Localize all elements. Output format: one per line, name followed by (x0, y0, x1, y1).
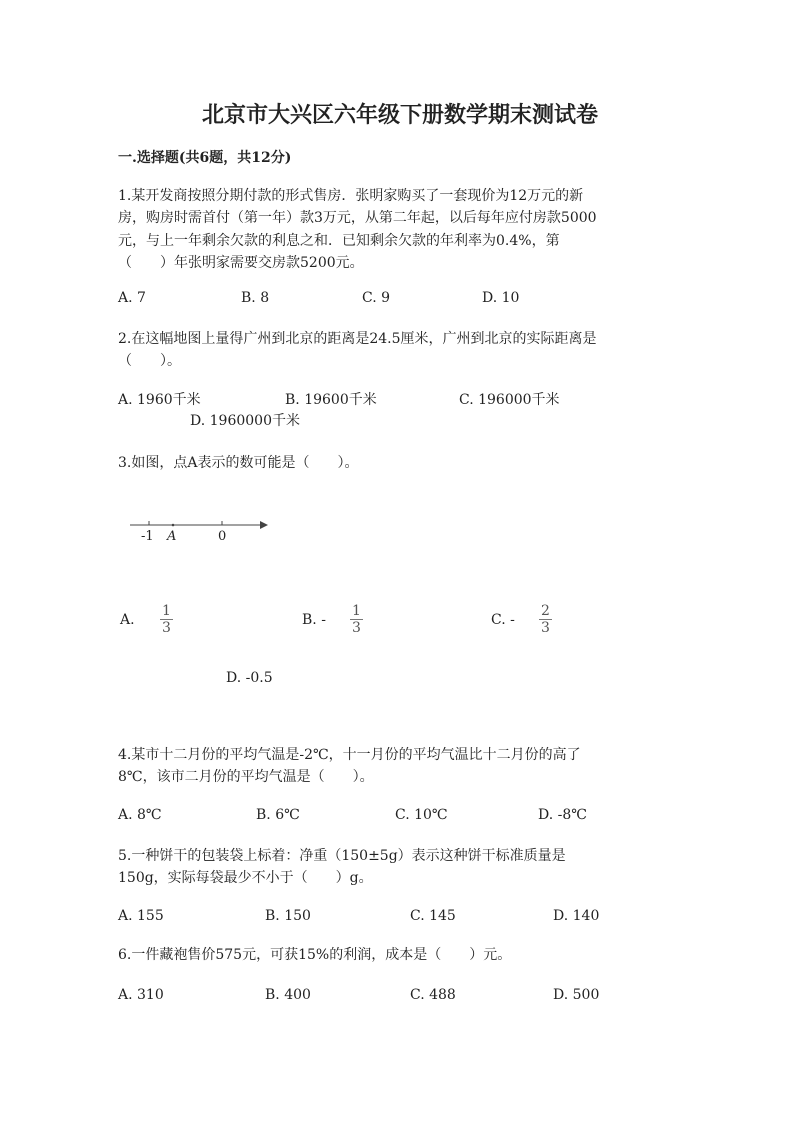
point-label-a: A (167, 529, 177, 544)
question-text: 3.如图，点A表示的数可能是（ ）。 (118, 455, 359, 471)
option-d: D. 140 (553, 908, 600, 924)
option-a: A. 310 (118, 987, 164, 1003)
option-c: C. - (491, 612, 515, 628)
option-d: D. 10 (482, 290, 520, 306)
option-a: A. 1960千米 (118, 392, 201, 408)
question-text: 4.某市十二月份的平均气温是-2℃，十一月份的平均气温比十二月份的高了 (118, 747, 581, 763)
option-b: B. 8 (241, 290, 270, 306)
option-c: C. 196000千米 (459, 392, 560, 408)
fraction-b: $\frac{1}{3}$ (352, 603, 361, 636)
option-a: A. 155 (118, 908, 164, 924)
question-text: 房，购房时需首付（第一年）款3万元，从第二年起，以后每年应付房款5000 (118, 210, 597, 226)
option-c: C. 10℃ (395, 807, 448, 823)
tick-label-minus-one: -1 (141, 529, 154, 544)
option-c: C. 145 (410, 908, 456, 924)
option-a: A. (120, 612, 135, 628)
option-c: C. 488 (410, 987, 456, 1003)
option-a: A. 8℃ (118, 807, 162, 823)
option-d: D. -8℃ (538, 807, 587, 823)
fraction-a: $\frac{1}{3}$ (162, 603, 171, 636)
tick-label-zero: 0 (218, 529, 227, 544)
question-text: 8℃，该市二月份的平均气温是（ ）。 (118, 769, 374, 785)
option-c: C. 9 (362, 290, 391, 306)
option-b: B. 19600千米 (285, 392, 377, 408)
option-d: D. 500 (553, 987, 600, 1003)
option-b: B. 400 (265, 987, 311, 1003)
question-text: 6.一件藏袍售价575元，可获15%的利润，成本是（ ）元。 (118, 947, 512, 963)
question-text: （ ）。 (118, 353, 181, 369)
fraction-c: $\frac{2}{3}$ (541, 603, 550, 636)
option-b: B. 6℃ (256, 807, 300, 823)
option-d: D. 1960000千米 (190, 413, 300, 429)
question-text: （ ）年张明家需要交房款5200元。 (118, 255, 364, 271)
question-text: 1.某开发商按照分期付款的形式售房．张明家购买了一套现价为12万元的新 (118, 188, 584, 204)
question-text: 2.在这幅地图上量得广州到北京的距离是24.5厘米，广州到北京的实际距离是 (118, 331, 597, 347)
question-text: 元，与上一年剩余欠款的利息之和．已知剩余欠款的年利率为0.4%，第 (118, 233, 560, 249)
page-title: 北京市大兴区六年级下册数学期末测试卷 (201, 102, 598, 128)
question-text: 5.一种饼干的包装袋上标着：净重（150±5g）表示这种饼干标准质量是 (118, 848, 566, 864)
question-text: 150g，实际每袋最少不小于（ ）g。 (118, 870, 373, 886)
section-heading: 一.选择题(共6题，共12分) (118, 150, 292, 166)
option-a: A. 7 (118, 290, 146, 306)
option-b: B. - (302, 612, 326, 628)
option-d: D. -0.5 (226, 670, 273, 686)
option-b: B. 150 (265, 908, 311, 924)
